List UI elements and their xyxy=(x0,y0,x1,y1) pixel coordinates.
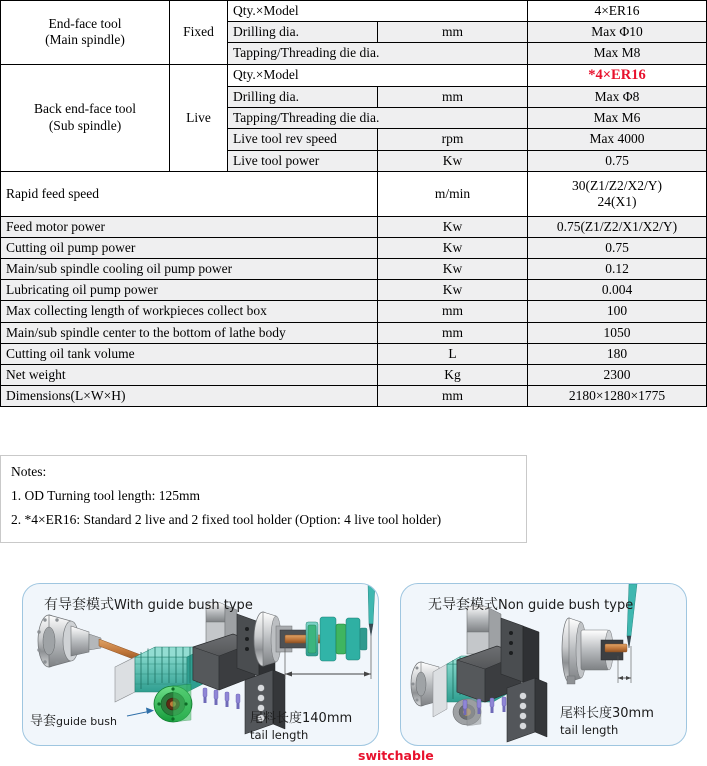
table-row xyxy=(1,171,707,216)
row-unit: m/min xyxy=(378,171,528,216)
row-item: Max collecting length of workpieces collect box xyxy=(1,301,378,322)
left-tail-caption-en: tail length xyxy=(250,727,309,742)
row-value xyxy=(528,64,707,86)
row-value: 1050 xyxy=(528,322,707,343)
row-unit: mm xyxy=(378,386,528,407)
row-value: 0.75 xyxy=(528,150,707,171)
table-row xyxy=(1,322,707,343)
table-row xyxy=(1,237,707,258)
right-panel-title-cn: 无导套模式 xyxy=(428,597,498,613)
row-unit: mm xyxy=(378,322,528,343)
group-name-line1: Back end-face tool xyxy=(34,101,136,117)
left-panel-title xyxy=(44,594,253,614)
row-value: 180 xyxy=(528,343,707,364)
row-value: Max 4000 xyxy=(528,129,707,150)
group-name-line1: End-face tool xyxy=(48,16,122,32)
right-tail-caption-cn: 尾料长度30mm xyxy=(560,706,654,721)
row-unit: mm xyxy=(378,301,528,322)
row-unit: mm xyxy=(378,86,528,107)
row-item: Main/sub spindle cooling oil pump power xyxy=(1,259,378,280)
notes-box xyxy=(0,455,527,543)
right-panel-title-en: Non guide bush type xyxy=(498,598,634,613)
row-item: Feed motor power xyxy=(1,216,378,237)
left-tail-length-caption xyxy=(250,710,352,743)
row-unit: Kw xyxy=(378,237,528,258)
row-item: Live tool power xyxy=(228,150,378,171)
group-mode-cell: Live xyxy=(170,64,228,171)
row-unit: Kg xyxy=(378,365,528,386)
table-row xyxy=(1,216,707,237)
row-value: 2300 xyxy=(528,365,707,386)
guide-bush-callout-arrow xyxy=(127,708,154,717)
table-row xyxy=(1,1,707,22)
row-unit: L xyxy=(378,343,528,364)
notes-item-2: 2. *4×ER16: Standard 2 live and 2 fixed tool holder (Option: 4 live tool holder) xyxy=(11,511,442,527)
switchable-label: switchable xyxy=(358,748,434,763)
row-value xyxy=(528,171,707,216)
row-item: Dimensions(L×W×H) xyxy=(1,386,378,407)
row-value-line1: 30(Z1/Z2/X2/Y) xyxy=(572,177,662,193)
guide-bush-caption xyxy=(30,713,117,731)
row-value: 0.75 xyxy=(528,237,707,258)
row-item: Lubricating oil pump power xyxy=(1,280,378,301)
right-tail-length-caption xyxy=(560,705,654,738)
row-item: Qty.×Model xyxy=(228,64,528,86)
row-value: 2180×1280×1775 xyxy=(528,386,707,407)
row-unit: rpm xyxy=(378,129,528,150)
group-name-cell xyxy=(1,1,170,65)
row-unit: Kw xyxy=(378,150,528,171)
main-spindle-assembly xyxy=(37,615,141,667)
row-item: Qty.×Model xyxy=(228,1,528,22)
gang-tool-slide-assembly-right xyxy=(411,605,547,742)
row-item: Rapid feed speed xyxy=(1,171,378,216)
guide-bush-caption-cn: 导套 xyxy=(30,714,57,729)
row-value: 4×ER16 xyxy=(528,1,707,22)
table-row xyxy=(1,301,707,322)
group-name-line2: (Sub spindle) xyxy=(48,117,122,133)
row-unit: Kw xyxy=(378,280,528,301)
row-value-line2: 24(X1) xyxy=(597,193,637,209)
row-item: Cutting oil pump power xyxy=(1,237,378,258)
row-value: Max M8 xyxy=(528,43,707,64)
row-item: Drilling dia. xyxy=(228,86,378,107)
table-row xyxy=(1,365,707,386)
row-unit: Kw xyxy=(378,216,528,237)
left-panel-title-cn: 有导套模式 xyxy=(44,597,114,613)
row-item: Net weight xyxy=(1,365,378,386)
left-panel-title-en: With guide bush type xyxy=(114,598,253,613)
group-mode-cell: Fixed xyxy=(170,1,228,65)
row-unit: Kw xyxy=(378,259,528,280)
guide-bush-caption-en: guide bush xyxy=(56,715,117,728)
notes-item-1: 1. OD Turning tool length: 125mm xyxy=(11,487,201,503)
row-value: 0.12 xyxy=(528,259,707,280)
highlighted-value: *4×ER16 xyxy=(588,66,646,83)
right-panel-title xyxy=(428,594,633,614)
table-row xyxy=(1,343,707,364)
row-item: Tapping/Threading die dia. xyxy=(228,43,528,64)
row-item: Live tool rev speed xyxy=(228,129,378,150)
row-value: Max Φ8 xyxy=(528,86,707,107)
table-row xyxy=(1,280,707,301)
left-tail-caption-cn: 尾料长度140mm xyxy=(250,711,353,726)
row-value: 0.75(Z1/Z2/X1/X2/Y) xyxy=(528,216,707,237)
row-item: Main/sub spindle center to the bottom of lathe body xyxy=(1,322,378,343)
row-unit: mm xyxy=(378,22,528,43)
group-name-cell xyxy=(1,64,170,171)
row-item: Drilling dia. xyxy=(228,22,378,43)
row-value: 0.004 xyxy=(528,280,707,301)
row-item: Cutting oil tank volume xyxy=(1,343,378,364)
row-item: Tapping/Threading die dia. xyxy=(228,108,528,129)
row-value: 100 xyxy=(528,301,707,322)
right-tail-caption-en: tail length xyxy=(560,722,619,737)
group-name-line2: (Main spindle) xyxy=(45,32,125,48)
row-value: Max Φ10 xyxy=(528,22,707,43)
notes-heading: Notes: xyxy=(11,464,47,479)
table-row xyxy=(1,64,707,86)
table-row xyxy=(1,386,707,407)
table-row xyxy=(1,259,707,280)
row-value: Max M6 xyxy=(528,108,707,129)
